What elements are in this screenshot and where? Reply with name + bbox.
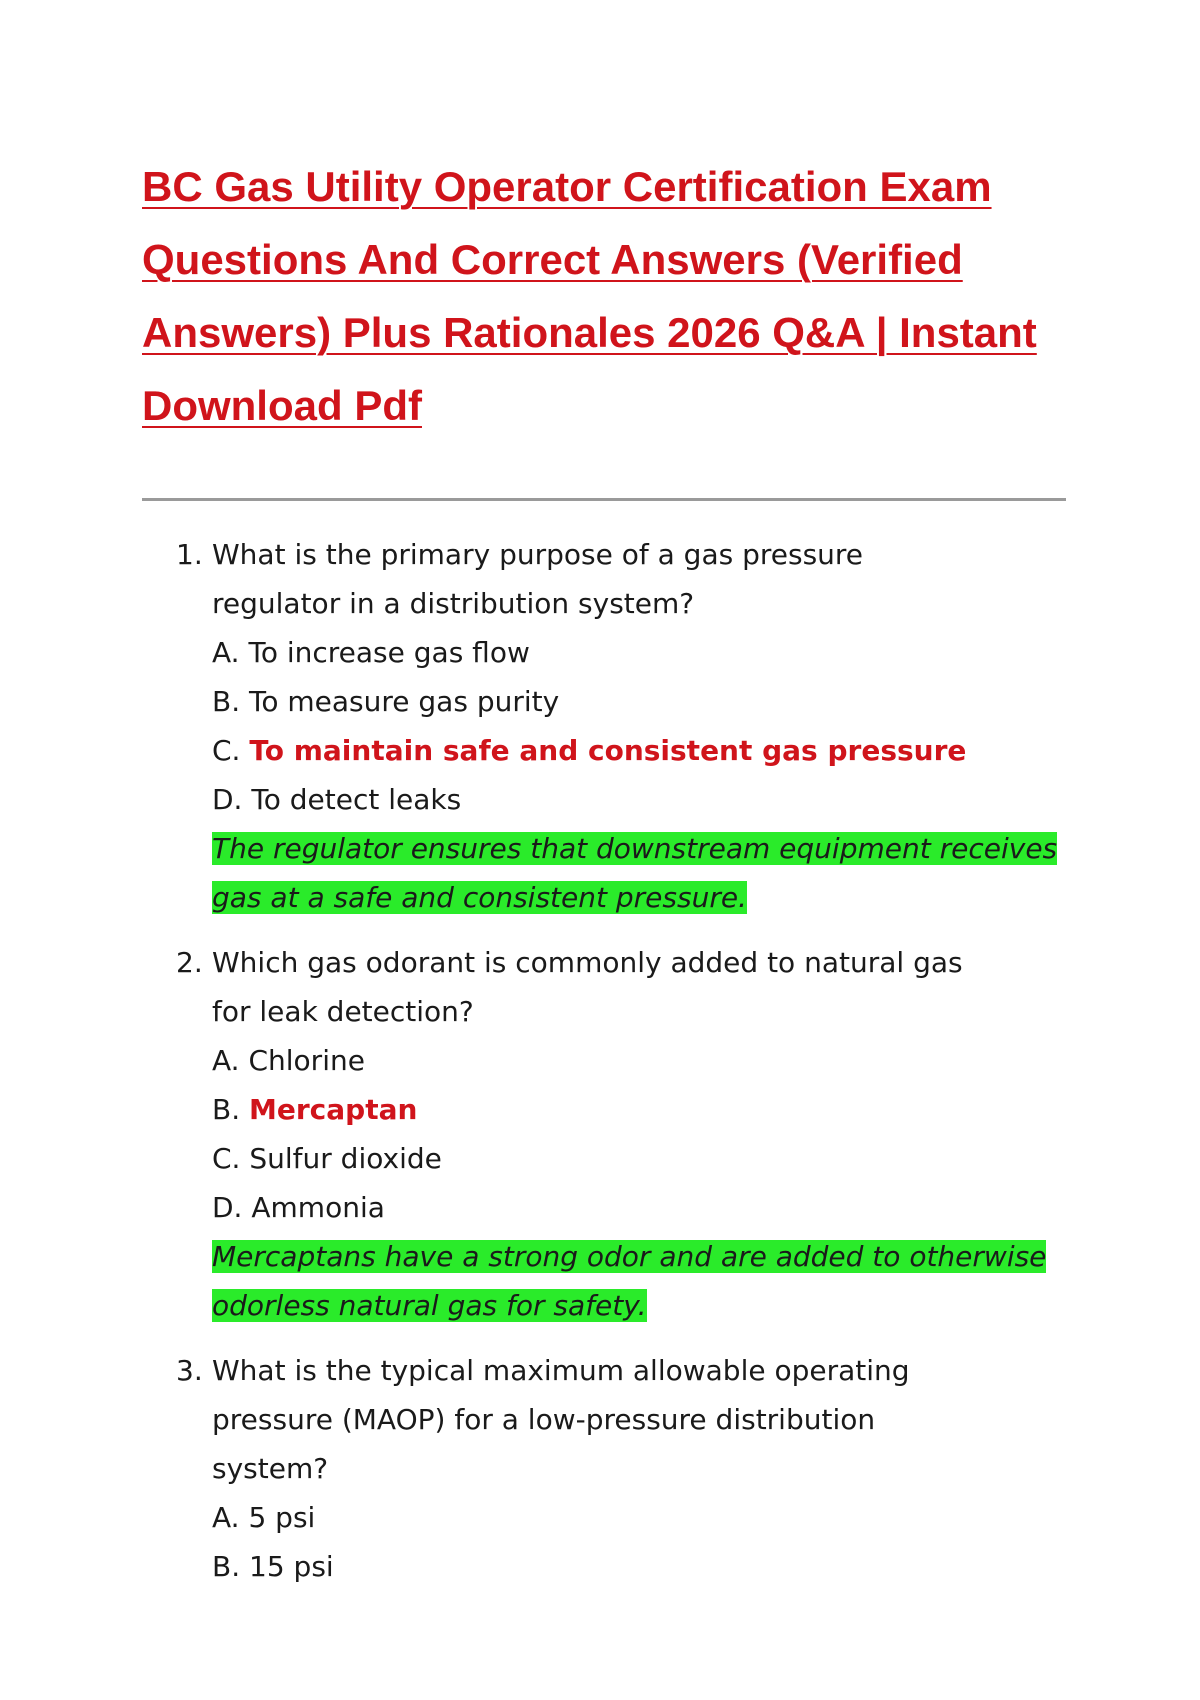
option-text: Ammonia — [251, 1191, 385, 1224]
question-number: 2. — [176, 946, 203, 979]
option-letter: A. — [212, 636, 240, 669]
question-number: 3. — [176, 1354, 203, 1387]
question-list — [0, 530, 1200, 1607]
option-b — [212, 677, 1200, 726]
option-c — [212, 1134, 1200, 1183]
rationale-text: The regulator ensures that downstream equipment receives gas at a safe and consistent pressure. — [212, 832, 1058, 914]
option-letter: A. — [212, 1501, 240, 1534]
option-letter: D. — [212, 783, 243, 816]
document-title: BC Gas Utility Operator Certification Exam Questions And Correct Answers (Verified Answers) Plus Rationales 2026 Q&A | Instant Download Pdf — [142, 163, 1037, 429]
horizontal-divider — [142, 498, 1066, 501]
option-text: 5 psi — [248, 1501, 316, 1534]
option-b-correct — [212, 1085, 1200, 1134]
option-letter: D. — [212, 1191, 243, 1224]
question-text: What is the primary purpose of a gas pressure regulator in a distribution system? — [212, 538, 864, 620]
option-text: To increase gas flow — [248, 636, 530, 669]
option-a — [212, 628, 1200, 677]
correct-answer-text: To maintain safe and consistent gas pressure — [249, 734, 967, 767]
option-letter: B. — [212, 1550, 241, 1583]
rationale — [212, 1232, 1072, 1330]
option-d — [212, 1183, 1200, 1232]
question-item-1 — [0, 530, 1200, 922]
option-text: Chlorine — [248, 1044, 365, 1077]
option-letter: B. — [212, 685, 241, 718]
question-item-2 — [0, 938, 1200, 1330]
option-text: Sulfur dioxide — [249, 1142, 442, 1175]
option-d — [212, 775, 1200, 824]
question-text: What is the typical maximum allowable operating pressure (MAOP) for a low-pressure distribution system? — [212, 1354, 910, 1485]
option-text: To measure gas purity — [249, 685, 560, 718]
rationale — [212, 824, 1072, 922]
option-a — [212, 1493, 1200, 1542]
option-text: To detect leaks — [251, 783, 462, 816]
question-number: 1. — [176, 538, 203, 571]
rationale-text: Mercaptans have a strong odor and are added to otherwise odorless natural gas for safety. — [212, 1240, 1047, 1322]
question-text: Which gas odorant is commonly added to natural gas for leak detection? — [212, 946, 963, 1028]
option-letter: B. — [212, 1093, 241, 1126]
question-item-3 — [0, 1346, 1200, 1591]
option-c-correct — [212, 726, 1200, 775]
correct-answer-text: Mercaptan — [249, 1093, 418, 1126]
option-letter: C. — [212, 1142, 241, 1175]
option-b — [212, 1542, 1200, 1591]
option-a — [212, 1036, 1200, 1085]
option-letter: C. — [212, 734, 241, 767]
option-letter: A. — [212, 1044, 240, 1077]
option-text: 15 psi — [249, 1550, 334, 1583]
